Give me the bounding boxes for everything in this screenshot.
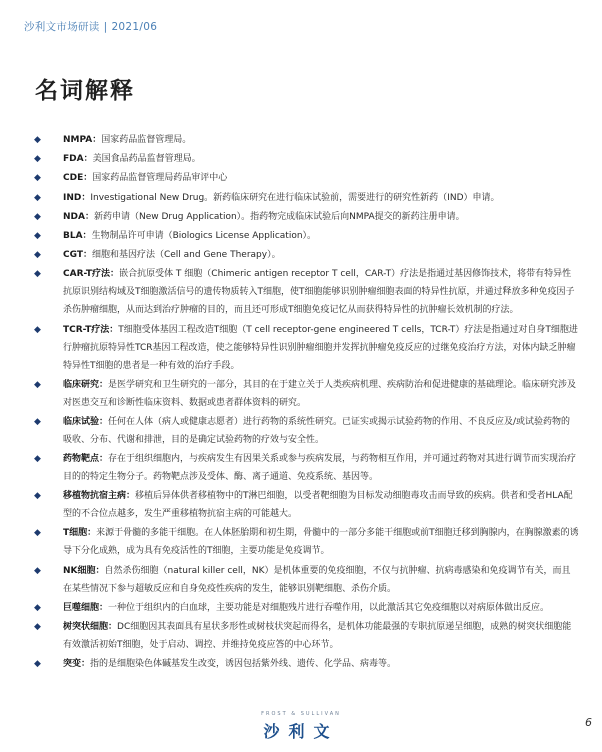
glossary-term: IND： — [63, 192, 91, 203]
glossary-definition: 存在于组织细胞内，与疾病发生有因果关系或参与疾病发展，与药物相互作用，并可通过药物对其进行调节而实现治疗目的的特定生物分子。药物靶点涉及受体、酶、离子通道、免疫系统、基因等。 — [63, 454, 577, 483]
diamond-bullet-icon: ◆ — [34, 250, 41, 261]
diamond-bullet-icon: ◆ — [34, 416, 41, 427]
glossary-definition: 移植后异体供者移植物中的T淋巴细胞，以受者靶细胞为目标发动细胞毒攻击而导致的疾病。供者和受者HLA配型的不合位点越多，发生严重移植物抗宿主病的可能越大。 — [63, 491, 573, 520]
diamond-bullet-icon: ◆ — [34, 602, 41, 613]
diamond-bullet-icon: ◆ — [34, 659, 41, 670]
diamond-bullet-icon: ◆ — [34, 230, 41, 241]
diamond-bullet-icon: ◆ — [34, 211, 41, 222]
glossary-item — [34, 189, 579, 207]
glossary-definition: 美国食品药品监督管理局。 — [92, 154, 201, 165]
glossary-item — [34, 246, 579, 264]
glossary-term: 药物靶点： — [63, 454, 109, 465]
glossary-term: NMPA： — [63, 135, 102, 145]
glossary-item — [34, 413, 579, 449]
diamond-bullet-icon: ◆ — [34, 454, 41, 465]
glossary-definition: 来源于骨髓的多能干细胞。在人体胚胎期和初生期，骨髓中的一部分多能干细胞或前T细胞迁移到胸腺内，在胸腺激素的诱导下分化成熟，成为具有免疫活性的T细胞，主要功能是免疫调节。 — [63, 528, 579, 557]
glossary-definition: 新药申请（New Drug Application）。指药物完成临床试验后向NMPA提交的新药注册申请。 — [93, 211, 465, 222]
glossary-term: BLA： — [63, 230, 92, 241]
glossary-definition: 国家药品监督管理局药品审评中心 — [92, 173, 228, 184]
glossary-definition: 细胞和基因疗法（Cell and Gene Therapy）。 — [91, 250, 281, 261]
page-header — [24, 19, 157, 34]
diamond-bullet-icon: ◆ — [34, 491, 41, 502]
diamond-bullet-icon: ◆ — [34, 528, 41, 539]
diamond-bullet-icon: ◆ — [34, 192, 41, 203]
glossary-term: 树突状细胞： — [63, 622, 118, 632]
diamond-bullet-icon: ◆ — [34, 154, 41, 165]
diamond-bullet-icon: ◆ — [34, 565, 41, 576]
glossary-definition: 一种位于组织内的白血球，主要功能是对细胞残片进行吞噬作用，以此激活其它免疫细胞以对病原体做出反应。 — [108, 602, 550, 613]
glossary-term: FDA： — [63, 154, 93, 165]
diamond-bullet-icon: ◆ — [34, 173, 41, 184]
glossary-term: 巨噬细胞： — [63, 602, 109, 613]
glossary-definition: 自然杀伤细胞（natural killer cell，NK）是机体重要的免疫细胞，不仅与抗肿瘤、抗病毒感染和免疫调节有关，而且在某些情况下参与超敏反应和自身免疫性疾病的发生，能够识别靶细胞、杀伤介质。 — [63, 565, 571, 594]
glossary-item — [34, 227, 579, 245]
brand-sub-label: FROST & SULLIVAN — [261, 711, 341, 717]
glossary-item — [34, 208, 579, 226]
glossary-definition: 任何在人体（病人或健康志愿者）进行药物的系统性研究。已证实或揭示试验药物的作用、不良反应及/或试验药物的吸收、分布、代谢和排泄，目的是确定试验药物的疗效与安全性。 — [63, 416, 571, 445]
glossary-definition: 国家药品监督管理局。 — [101, 135, 192, 145]
glossary-item — [34, 169, 579, 187]
glossary-term: 移植物抗宿主病： — [63, 491, 136, 502]
glossary-item — [34, 599, 579, 617]
diamond-bullet-icon: ◆ — [34, 269, 41, 280]
glossary-item — [34, 450, 579, 486]
glossary-term: 突变： — [63, 659, 91, 670]
glossary-item — [34, 376, 579, 412]
glossary-term: TCR-T疗法： — [63, 324, 119, 335]
glossary-item — [34, 618, 579, 654]
page-title: 名词解释 — [35, 78, 135, 104]
glossary-term: T细胞： — [63, 528, 97, 539]
glossary-item — [34, 321, 579, 375]
header-separator: | — [103, 21, 108, 33]
glossary-item — [34, 487, 579, 523]
glossary-term: CAR-T疗法： — [63, 269, 120, 280]
diamond-bullet-icon: ◆ — [34, 324, 41, 335]
glossary-list — [34, 131, 579, 674]
glossary-term: NDA： — [63, 211, 94, 222]
glossary-definition: T细胞受体基因工程改造T细胞（T cell receptor-gene engineered T cells，TCR-T）疗法是指通过对自身T细胞进行肿瘤抗原特异性TCR基因工程改造，使之能够特异性识别肿瘤细胞并发挥抗肿瘤免疫反应的过继免疫治疗方法，对体内缺乏肿瘤特异性T细胞的患者是一种有效的治疗手段。 — [63, 324, 578, 371]
brand-logo — [0, 711, 602, 742]
glossary-definition: 生物制品许可申请（Biologics License Application）。 — [91, 230, 317, 241]
glossary-item — [34, 265, 579, 319]
diamond-bullet-icon: ◆ — [34, 379, 41, 390]
glossary-item — [34, 131, 579, 149]
glossary-term: NK细胞： — [63, 565, 105, 576]
page-number: 6 — [585, 716, 592, 729]
glossary-item — [34, 150, 579, 168]
glossary-item — [34, 524, 579, 560]
glossary-definition: DC细胞因其表面具有星状多形性或树枝状突起而得名，是机体功能最强的专职抗原递呈细胞，成熟的树突状细胞能有效激活初始T细胞，处于启动、调控、并维持免疫应答的中心环节。 — [63, 622, 572, 650]
glossary-term: CDE： — [63, 173, 93, 184]
glossary-definition: Investigational New Drug。新药临床研究在进行临床试验前，需要进行的研究性新药（IND）申请。 — [90, 192, 500, 203]
glossary-definition: 嵌合抗原受体 T 细胞（Chimeric antigen receptor T cell，CAR-T）疗法是指通过基因修饰技术，将带有特异性抗原识别结构域及T细胞激活信号的遗传物质转入T细胞，使T细胞能够识别肿瘤细胞表面的特异性抗原，并通过释放多种免疫因子杀伤肿瘤细胞，从而达到治疗肿瘤的目的，而且还可形成T细胞免疫记忆从而获得特异性的抗肿瘤长效机制的疗法。 — [63, 269, 575, 316]
diamond-bullet-icon: ◆ — [34, 135, 41, 145]
glossary-term: 临床试验： — [63, 416, 109, 427]
diamond-bullet-icon: ◆ — [34, 622, 41, 632]
glossary-term: 临床研究： — [63, 379, 109, 390]
glossary-item — [34, 562, 579, 598]
glossary-item — [34, 655, 579, 673]
glossary-definition: 指的是细胞染色体碱基发生改变，诱因包括紫外线、遗传、化学品、病毒等。 — [90, 659, 397, 670]
glossary-term: CGT： — [63, 250, 92, 261]
brand-name: 沙利文 — [263, 722, 339, 741]
header-org: 沙利文市场研读 — [24, 21, 100, 33]
glossary-definition: 是医学研究和卫生研究的一部分，其目的在于建立关于人类疾病机理、疾病防治和促进健康的基础理论。临床研究涉及对医患交互和诊断性临床资料、数据或患者群体资料的研究。 — [63, 379, 577, 408]
header-date: 2021/06 — [111, 21, 158, 33]
